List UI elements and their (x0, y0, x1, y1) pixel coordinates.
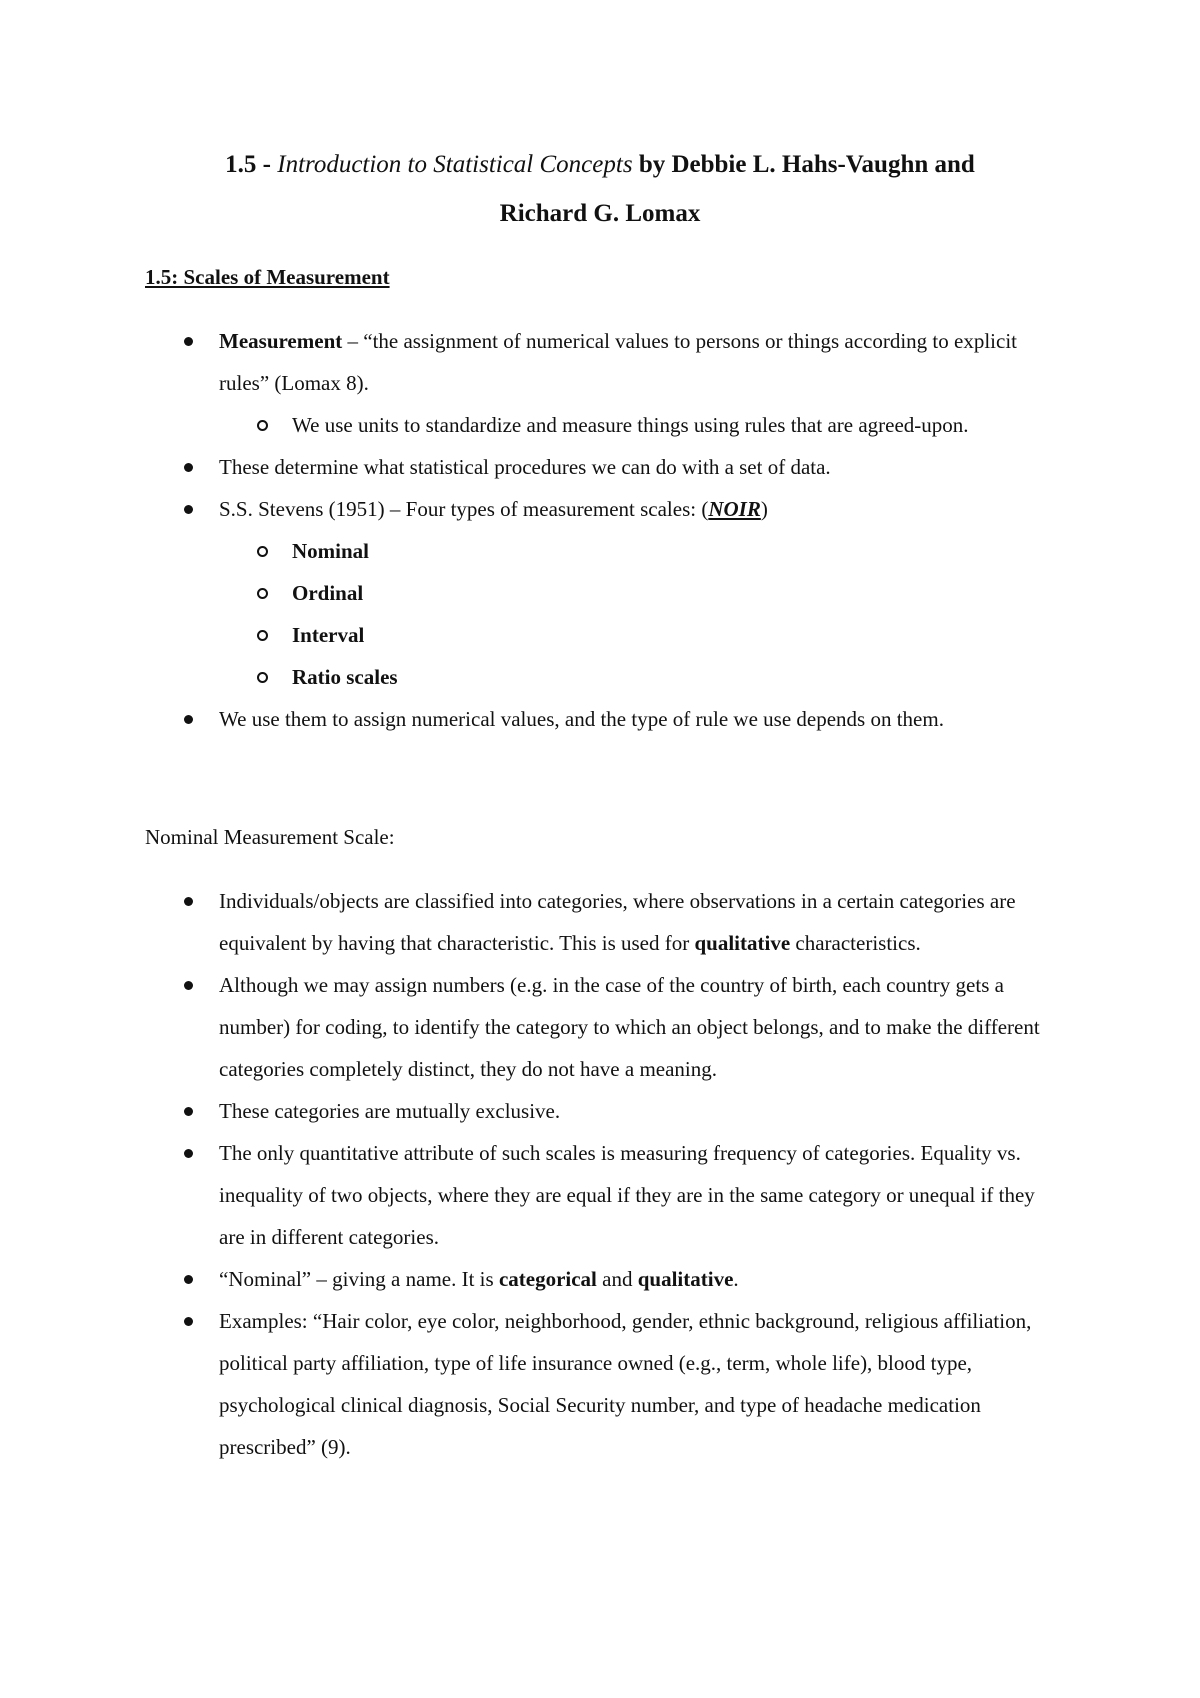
bullet-icon (184, 1317, 193, 1326)
list-subitem-ordinal (0, 572, 1022, 614)
classification-text-end: characteristics. (790, 931, 921, 955)
procedures-text: These determine what statistical procedures we can do with a set of data. (219, 455, 831, 479)
nominal-heading: Nominal Measurement Scale: (145, 825, 395, 849)
list-item-classification (0, 880, 1064, 964)
list-subitem-interval (0, 614, 1022, 656)
bullet-icon (184, 897, 193, 906)
list-item-naming (0, 1258, 1064, 1300)
categorical-term: categorical (498, 1267, 597, 1291)
scale-interval: Interval (292, 623, 365, 647)
qualitative-term: qualitative (694, 931, 791, 955)
bullet-icon (184, 505, 193, 514)
list-item-coding (0, 964, 1064, 1090)
scale-nominal: Nominal (292, 539, 370, 563)
section-heading: 1.5: Scales of Measurement (145, 265, 390, 289)
list-item-examples (0, 1300, 1064, 1468)
classification-text: Individuals/objects are classified into categories, where observations in a certain categories are equivalent by having that characteristic. This is used for (219, 889, 1016, 955)
exclusive-text: These categories are mutually exclusive. (219, 1099, 561, 1123)
list-item-procedures (0, 446, 1064, 488)
naming-and: and (596, 1267, 638, 1291)
stevens-text-end: ) (760, 497, 768, 521)
bullet-icon (184, 337, 193, 346)
circle-bullet-icon (257, 420, 268, 431)
bullet-icon (184, 981, 193, 990)
bullet-icon (184, 1275, 193, 1284)
bullet-icon (184, 463, 193, 472)
list-item-stevens (0, 488, 1064, 530)
naming-text: “Nominal” – giving a name. It is (219, 1267, 499, 1291)
scale-ordinal: Ordinal (292, 581, 364, 605)
circle-bullet-icon (257, 546, 268, 557)
scales-list (0, 320, 1200, 740)
examples-text: Examples: “Hair color, eye color, neighborhood, gender, ethnic background, religious affiliation, political party affiliation, type of life insurance owned (e.g., term, whole life), blood type, psychological clinical diagnosis, Social Security number, and type of headache medication prescribed” (9). (219, 1309, 1032, 1459)
circle-bullet-icon (257, 672, 268, 683)
list-item-measurement (0, 320, 1064, 404)
title-authors-line1: by Debbie L. Hahs-Vaughn and (632, 151, 975, 178)
list-subitem-units (0, 404, 1022, 446)
nominal-list (0, 880, 1200, 1468)
stevens-text: S.S. Stevens (1951) – Four types of measurement scales: ( (219, 497, 709, 521)
measurement-definition: – “the assignment of numerical values to persons or things according to explicit rules” (Lomax 8). (219, 329, 1017, 395)
title-authors-line2: Richard G. Lomax (499, 200, 701, 227)
term-measurement: Measurement (219, 329, 343, 353)
bullet-icon (184, 1107, 193, 1116)
list-item-exclusive (0, 1090, 1064, 1132)
list-item-frequency (0, 1132, 1064, 1258)
assign-text: We use them to assign numerical values, and the type of rule we use depends on them. (219, 707, 944, 731)
coding-text: Although we may assign numbers (e.g. in the case of the country of birth, each country gets a number) for coding, to identify the category to which an object belongs, and to make the different categories completely distinct, they do not have a meaning. (219, 973, 1040, 1081)
frequency-text: The only quantitative attribute of such scales is measuring frequency of categories. Equality vs. inequality of two objects, where they are equal if they are in the same category or unequal if they are in different categories. (219, 1141, 1035, 1249)
bullet-icon (184, 1149, 193, 1158)
document-title (145, 140, 1055, 238)
title-prefix: 1.5 - (225, 151, 278, 178)
scale-ratio: Ratio scales (292, 665, 398, 689)
list-item-assign (0, 698, 1064, 740)
units-text: We use units to standardize and measure things using rules that are agreed-upon. (292, 413, 969, 437)
bullet-icon (184, 715, 193, 724)
list-subitem-nominal (0, 530, 1022, 572)
circle-bullet-icon (257, 630, 268, 641)
list-subitem-ratio (0, 656, 1022, 698)
qualitative-term-2: qualitative (637, 1267, 734, 1291)
circle-bullet-icon (257, 588, 268, 599)
title-book-name: Introduction to Statistical Concepts (277, 151, 633, 178)
naming-period: . (733, 1267, 739, 1291)
noir-acronym: NOIR (708, 497, 761, 521)
